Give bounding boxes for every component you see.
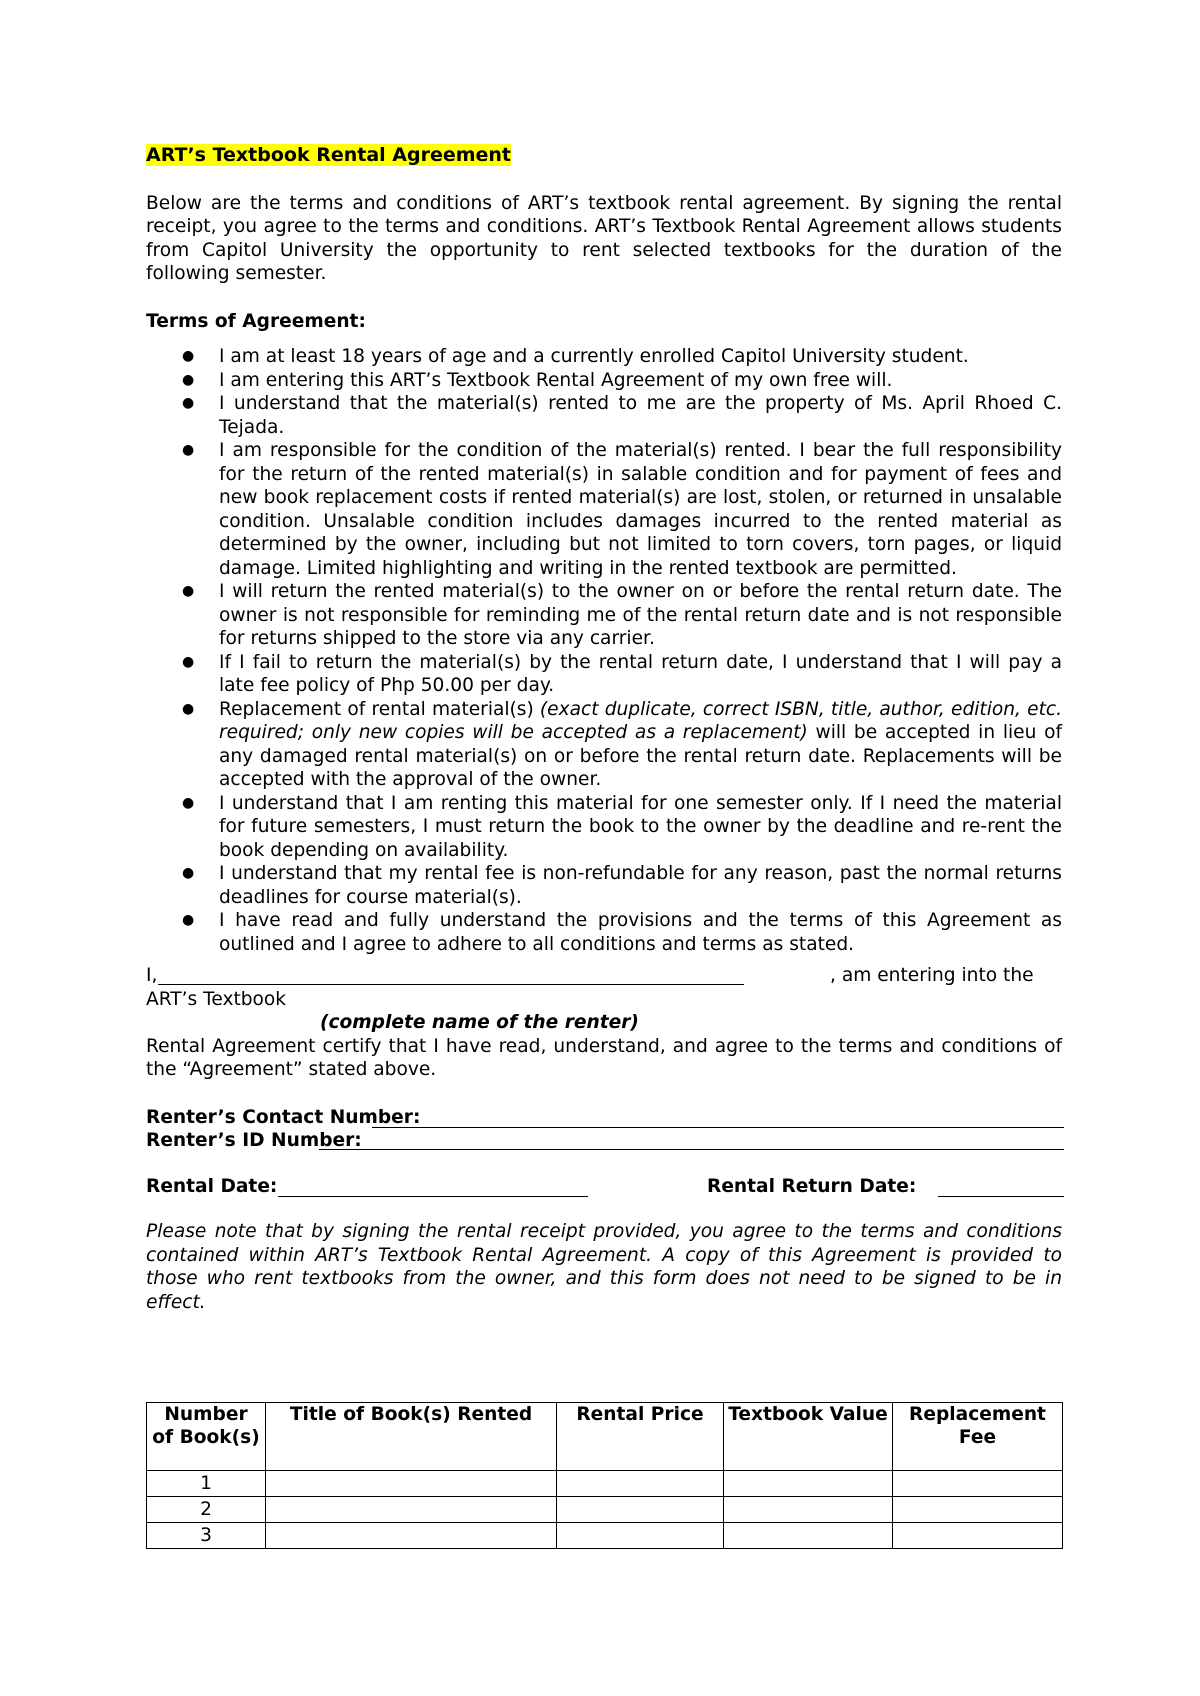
- rental-price-cell[interactable]: [557, 1497, 724, 1523]
- term-text: I am at least 18 years of age and a currently enrolled Capitol University student.: [219, 346, 969, 367]
- bullet-icon: ●: [182, 348, 195, 364]
- term-text: I understand that the material(s) rented to me are the property of Ms. April Rhoed C. Tejada.: [219, 393, 1062, 438]
- bullet-icon: ●: [182, 865, 195, 881]
- term-item: [146, 909, 1062, 956]
- renter-name-caption: (complete name of the renter): [320, 1012, 639, 1033]
- header-title-of-books: Title of Book(s) Rented: [266, 1403, 557, 1471]
- rental-agreement-document: [146, 144, 1062, 1546]
- row-number-cell: 1: [147, 1471, 266, 1497]
- replacement-fee-cell[interactable]: [893, 1497, 1063, 1523]
- table-row: [147, 1471, 1063, 1497]
- intro-paragraph: Below are the terms and conditions of ART’s textbook rental agreement. By signing the rental receipt, you agree to the terms and conditions. ART’s Textbook Rental Agreement allows students from Capitol University the opportunity to rent selected textbooks for the duration of the following semester.: [146, 192, 1062, 284]
- title-cell[interactable]: [266, 1523, 557, 1549]
- rental-date-field[interactable]: [278, 1196, 588, 1197]
- header-textbook-value: Textbook Value: [724, 1403, 893, 1471]
- contact-number-row: [146, 1106, 1062, 1130]
- bullet-icon: ●: [182, 653, 195, 670]
- return-date-label: Rental Return Date:: [707, 1175, 917, 1197]
- title-cell[interactable]: [266, 1471, 557, 1497]
- textbook-value-cell[interactable]: [724, 1497, 893, 1523]
- bullet-icon: ●: [182, 912, 195, 928]
- renter-name-line: [146, 964, 1062, 988]
- contact-fields: [146, 1106, 1062, 1153]
- cert-body: Rental Agreement certify that I have read, understand, and agree to the terms and conditions of the “Agreement” stated above.: [146, 1035, 1062, 1080]
- header-replacement-fee: Replacement Fee: [893, 1403, 1063, 1471]
- replacement-fee-cell[interactable]: [893, 1471, 1063, 1497]
- term-text-end: will be accepted in lieu of any damaged rental material(s) on or before the rental return date. Replacements will be accepted with the approval of the owner.: [219, 722, 1062, 790]
- header-rental-price: Rental Price: [557, 1403, 724, 1471]
- term-item: [146, 439, 1062, 580]
- cert-tail: , am entering into the: [830, 965, 1034, 986]
- id-number-row: [146, 1129, 1062, 1153]
- bullet-icon: ●: [182, 794, 195, 811]
- term-text: I will return the rented material(s) to the owner on or before the rental return date. The owner is not responsible for reminding me of the rental return date and is not responsible for returns shipped to the store via any carrier.: [219, 581, 1062, 649]
- renter-name-field[interactable]: [158, 984, 744, 985]
- cert-line-two: ART’s Textbook: [146, 988, 287, 1010]
- term-item: [146, 369, 1062, 393]
- term-text-start: Replacement of rental material(s): [219, 698, 540, 720]
- title-block: [146, 144, 1062, 168]
- bullet-icon: ●: [182, 583, 195, 599]
- term-text: I am entering this ART’s Textbook Rental Agreement of my own free will.: [219, 369, 893, 391]
- term-item: [146, 862, 1062, 909]
- table-header-row: [147, 1403, 1063, 1471]
- id-number-overline: [572, 1127, 832, 1128]
- bullet-icon: ●: [182, 442, 195, 458]
- term-item: [146, 392, 1062, 439]
- cert-lead: I,: [146, 965, 158, 986]
- rental-price-cell[interactable]: [557, 1471, 724, 1497]
- document-title: ART’s Textbook Rental Agreement: [146, 144, 512, 166]
- title-cell[interactable]: [266, 1497, 557, 1523]
- contact-number-label: Renter’s Contact Number:: [146, 1106, 421, 1128]
- term-item: [146, 651, 1062, 698]
- row-number-cell: 2: [147, 1497, 266, 1523]
- table-row: [147, 1497, 1063, 1523]
- term-item: [146, 345, 1062, 369]
- bullet-icon: ●: [182, 700, 195, 717]
- term-text: I am responsible for the condition of the material(s) rented. I bear the full responsibility for the return of the rented material(s) in salable condition and for payment of fees and new book replacement costs if rented material(s) are lost, stolen, or returned in unsalable condition. Unsalable condition includes damages incurred to the rented material as determined by the owner, including but not limited to torn covers, torn pages, or liquid damage. Limited highlighting and writing in the rented textbook are permitted.: [219, 440, 1062, 579]
- textbook-value-cell[interactable]: [724, 1471, 893, 1497]
- term-item: [146, 792, 1062, 863]
- textbook-value-cell[interactable]: [724, 1523, 893, 1549]
- id-number-label: Renter’s ID Number:: [146, 1130, 362, 1151]
- books-table: [146, 1402, 1063, 1549]
- bullet-icon: ●: [182, 371, 195, 388]
- dates-row: [146, 1175, 1062, 1199]
- row-number-cell: 3: [147, 1523, 266, 1549]
- term-item: [146, 580, 1062, 651]
- rental-date-label: Rental Date:: [146, 1175, 278, 1197]
- term-item: [146, 698, 1062, 792]
- replacement-fee-cell[interactable]: [893, 1523, 1063, 1549]
- terms-list: [146, 345, 1062, 956]
- rental-price-cell[interactable]: [557, 1523, 724, 1549]
- term-text: I understand that I am renting this material for one semester only. If I need the material for future semesters, I must return the book to the owner by the deadline and re-rent the book depending on availability.: [219, 792, 1062, 861]
- term-text-italic: (exact duplicate, correct ISBN, title, author, edition, etc. required; only new copies will be accepted as a replacement): [219, 698, 1062, 743]
- signing-note: Please note that by signing the rental receipt provided, you agree to the terms and conditions contained within ART’s Textbook Rental Agreement. A copy of this Agreement is provided to those who rent textbooks from the owner, and this form does not need to be signed to be in effect.: [146, 1221, 1062, 1313]
- term-text: I have read and fully understand the provisions and the terms of this Agreement as outlined and I agree to adhere to all conditions and terms as stated.: [219, 910, 1062, 955]
- return-date-field[interactable]: [938, 1196, 1064, 1197]
- terms-heading: Terms of Agreement:: [146, 310, 366, 332]
- term-text: If I fail to return the material(s) by the rental return date, I understand that I will pay a late fee policy of Php 50.00 per day.: [219, 651, 1062, 696]
- id-number-field[interactable]: [319, 1149, 1064, 1150]
- term-text: I understand that my rental fee is non-refundable for any reason, past the normal returns deadlines for course material(s).: [219, 863, 1062, 908]
- bullet-icon: ●: [182, 395, 195, 411]
- table-row: [147, 1523, 1063, 1549]
- header-number-of-books: Number of Book(s): [147, 1403, 266, 1471]
